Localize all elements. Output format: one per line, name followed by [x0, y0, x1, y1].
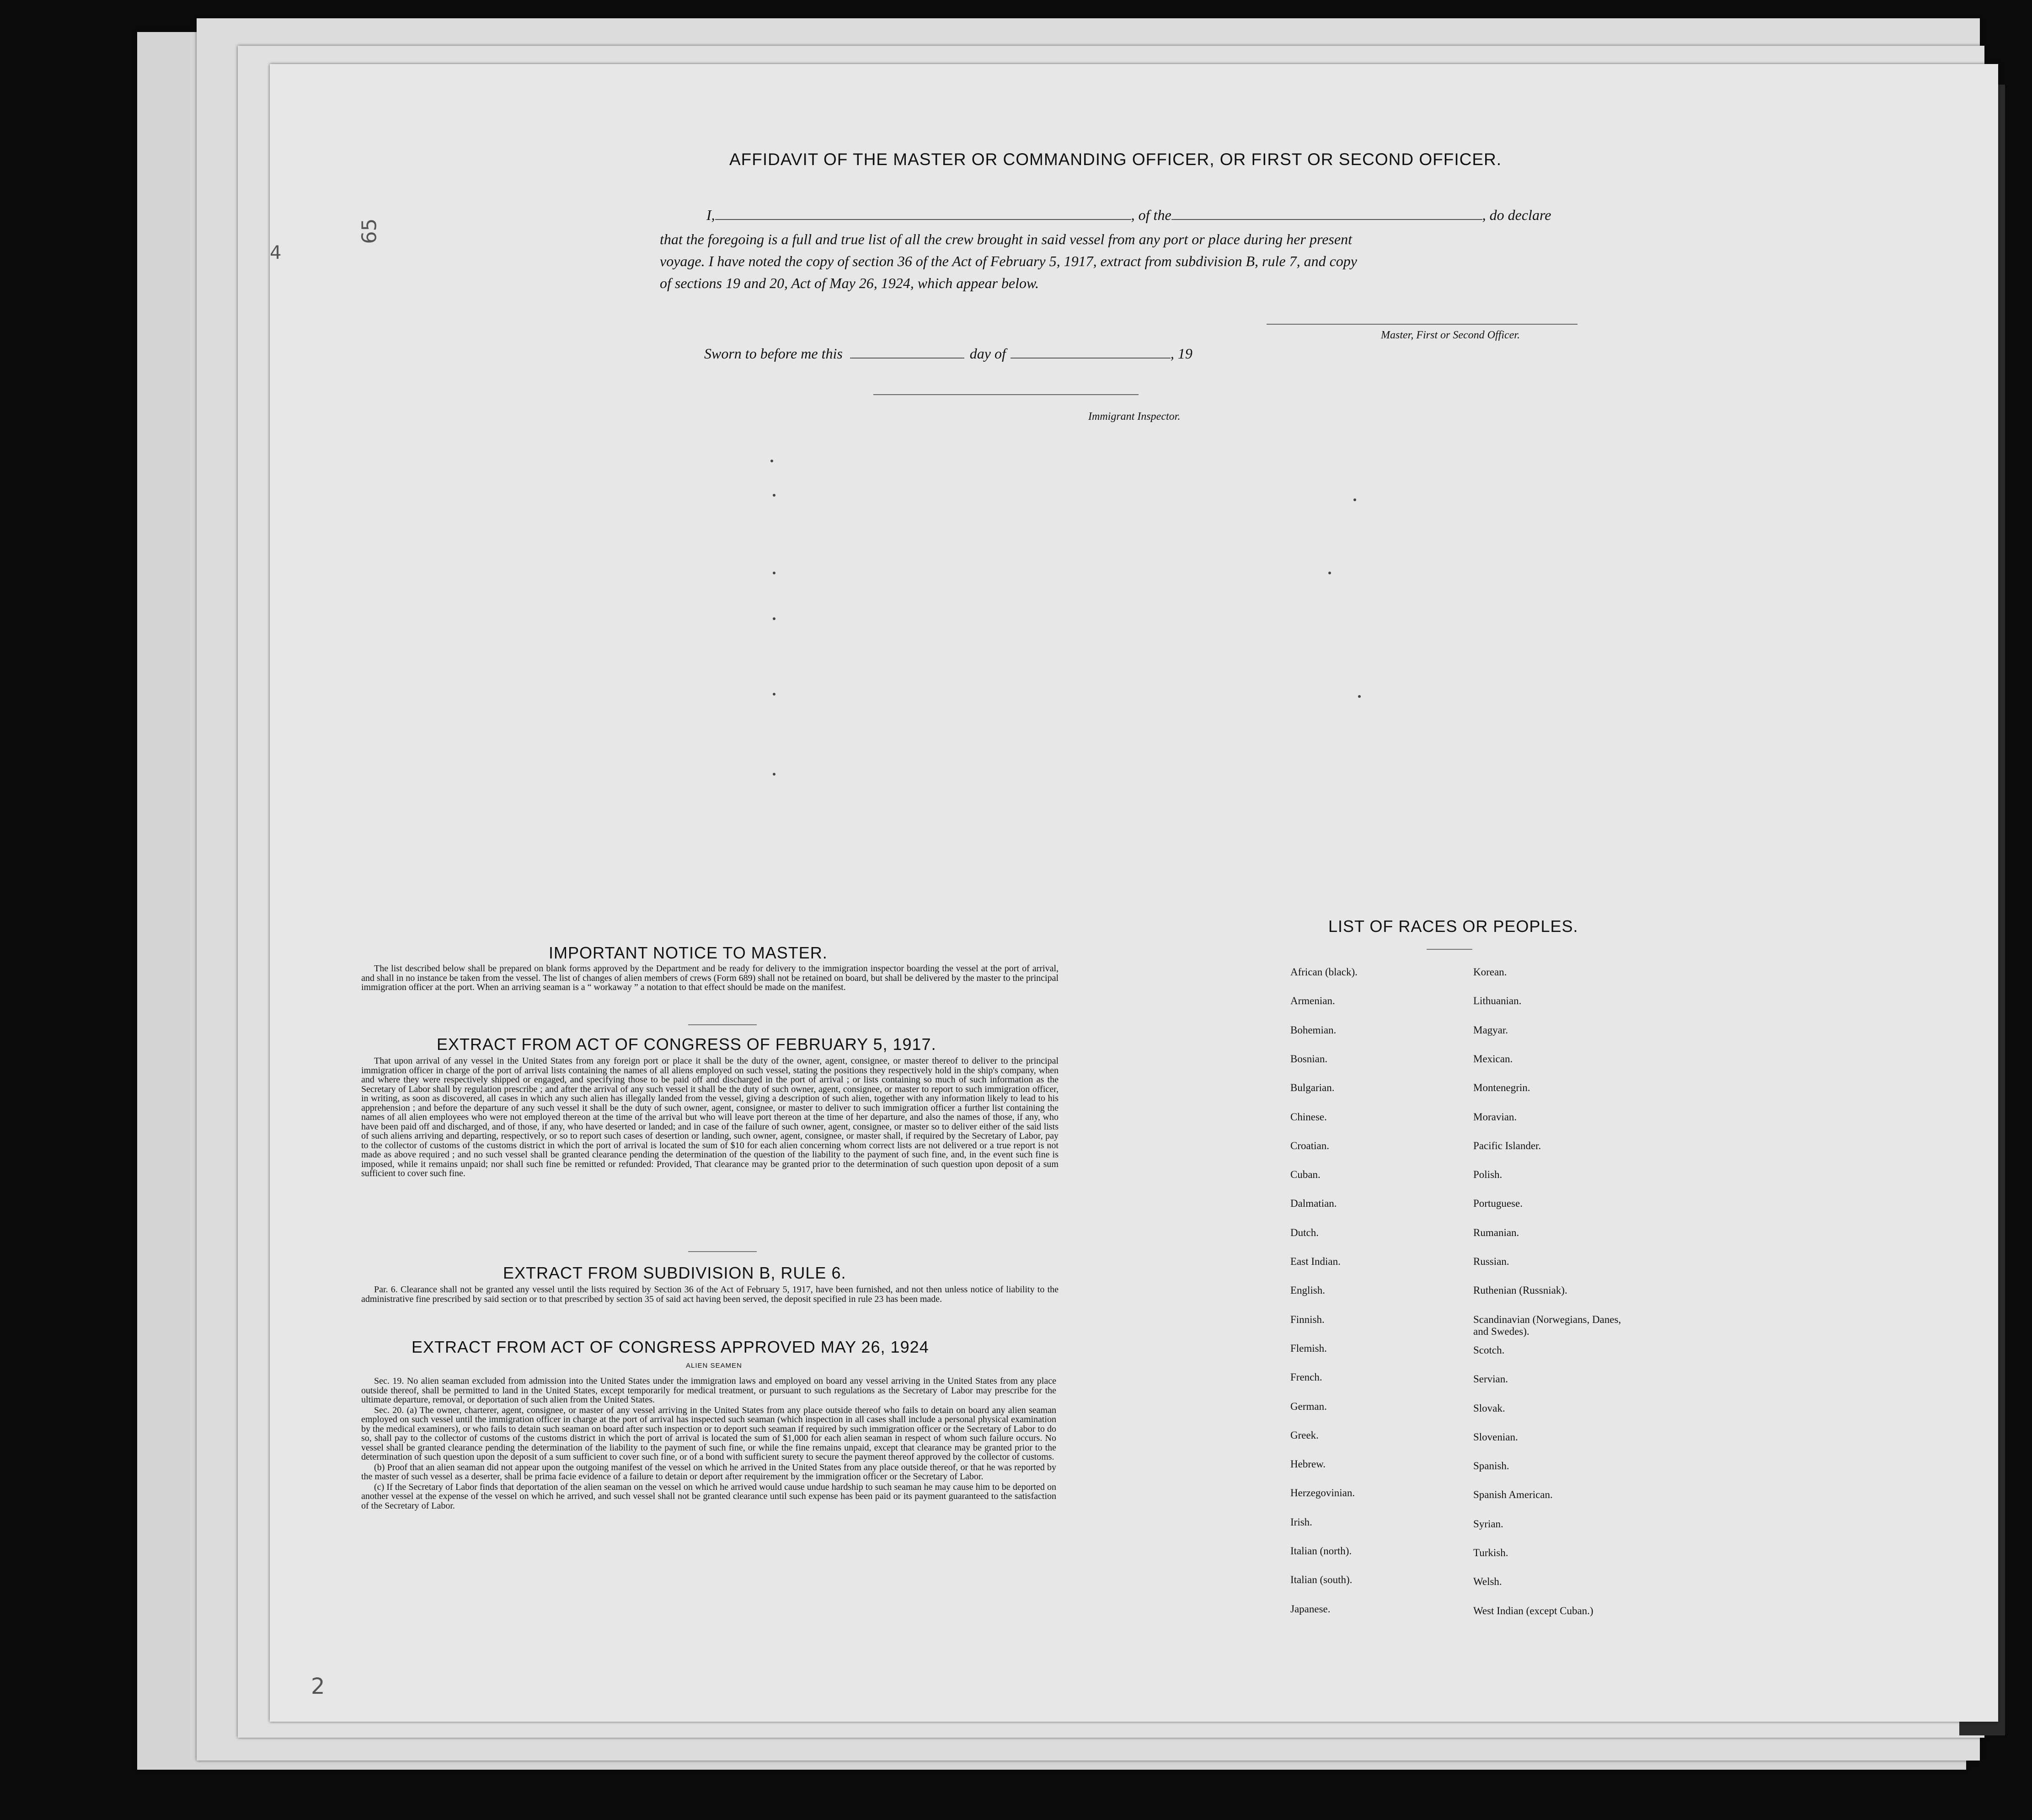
- race-item: Irish.: [1290, 1516, 1312, 1528]
- sworn-day-field[interactable]: [850, 346, 964, 359]
- ditto-mark: [773, 494, 775, 497]
- race-item: Italian (south).: [1290, 1574, 1353, 1586]
- page-number-mark: 65: [358, 218, 381, 244]
- race-item: Herzegovinian.: [1290, 1487, 1355, 1499]
- sworn-line: [704, 345, 1192, 362]
- signature-line[interactable]: [1267, 324, 1577, 325]
- race-item: French.: [1290, 1371, 1322, 1383]
- race-item: Montenegrin.: [1473, 1082, 1530, 1094]
- extract-1917-text-block: [361, 1056, 1059, 1179]
- race-item: Bulgarian.: [1290, 1082, 1335, 1094]
- sec-19-text: Sec. 19. No alien seaman excluded from admission into the United States under the immigration laws and employed on board any vessel arriving in the United States from any place outside thereof, shall be permitted to land in the United States, except temporarily for medical treatment, or pursuant to such regulations as the Secretary of Labor may prescribe for the ultimate departure, removal, or deportation of such alien from the United States.: [361, 1376, 1056, 1405]
- race-item: Chinese.: [1290, 1111, 1327, 1123]
- race-item: Greek.: [1290, 1429, 1319, 1441]
- race-item: Slovenian.: [1473, 1431, 1518, 1443]
- extract-1924-text-block: [361, 1376, 1056, 1511]
- race-item: German.: [1290, 1400, 1327, 1412]
- affidavit-i: I,: [706, 207, 715, 223]
- race-item: Dutch.: [1290, 1226, 1319, 1238]
- race-item: Croatian.: [1290, 1140, 1329, 1151]
- inspector-label: Immigrant Inspector.: [1088, 411, 1181, 423]
- race-item: Spanish American.: [1473, 1489, 1553, 1501]
- race-item: Lithuanian.: [1473, 995, 1522, 1007]
- race-item: Russian.: [1473, 1256, 1509, 1267]
- ditto-mark: [770, 460, 773, 462]
- affidavit-line-1: [706, 207, 1551, 224]
- race-item: Spanish.: [1473, 1460, 1509, 1472]
- race-item: Mexican.: [1473, 1053, 1513, 1065]
- extract-1924-title: EXTRACT FROM ACT OF CONGRESS APPROVED MAY 26, 1924: [412, 1338, 929, 1356]
- notice-text: The list described below shall be prepared on blank forms approved by the Department and be ready for delivery to the immigration inspector boarding the vessel at the port of arrival, and shall in no instance be taken from the vessel. The list of changes of alien members of crews (Form 689) shall not be retained on board, but shall be delivered by the master to the principal immigration officer at the port. When an arriving seaman is a “ workaway ” a notation to that effect should be made on the manifest.: [361, 964, 1059, 992]
- rule-6-text: Par. 6. Clearance shall not be granted any vessel until the lists required by Section 36 of the Act of February 5, 1917, have been furnished, and not then unless notice of liability to the administrative fine prescribed by said section or to that prescribed by section 35 of said act having been served, the deposit specified in rule 23 has been made.: [361, 1285, 1059, 1304]
- ditto-mark: [1328, 572, 1331, 574]
- race-item: Polish.: [1473, 1169, 1503, 1181]
- race-item: Turkish.: [1473, 1547, 1508, 1558]
- notice-title: IMPORTANT NOTICE TO MASTER.: [549, 943, 828, 962]
- race-item: Scandinavian (Norwegians, Danes, and Swedes).: [1473, 1313, 1621, 1337]
- sworn-year: , 19: [1170, 345, 1192, 362]
- races-title: LIST OF RACES OR PEOPLES.: [1328, 917, 1578, 936]
- race-item: East Indian.: [1290, 1256, 1341, 1267]
- affidavit-line-2: that the foregoing is a full and true list of all the crew brought in said vessel from any port or place during her present: [660, 231, 1352, 247]
- rule-6-title: EXTRACT FROM SUBDIVISION B, RULE 6.: [503, 1263, 846, 1282]
- race-item: Hebrew.: [1290, 1458, 1326, 1470]
- race-item: Cuban.: [1290, 1169, 1321, 1181]
- affidavit-declare: , do declare: [1482, 207, 1551, 223]
- sworn-day-of: day of: [969, 345, 1006, 362]
- ditto-mark: [773, 572, 775, 574]
- sworn-month-field[interactable]: [1011, 346, 1171, 359]
- race-item: Armenian.: [1290, 995, 1335, 1007]
- ditto-mark: [773, 693, 775, 696]
- vessel-name-field[interactable]: [1171, 207, 1482, 220]
- divider: [688, 1251, 757, 1252]
- divider: [688, 1024, 757, 1025]
- notice-text-block: [361, 964, 1059, 993]
- race-item: African (black).: [1290, 966, 1358, 978]
- race-item: Pacific Islander.: [1473, 1140, 1541, 1151]
- race-item: Finnish.: [1290, 1313, 1325, 1325]
- race-item: Italian (north).: [1290, 1545, 1352, 1557]
- affidavit-of-the: , of the: [1131, 207, 1171, 223]
- sec-20a-text: Sec. 20. (a) The owner, charterer, agent, consignee, or master of any vessel arriving in the United States from any place outside thereof who fails to detain on board any alien seaman employed on such vessel until the immigration officer in charge at the port of arrival has inspected such seaman (which inspection in all cases shall include a personal physical examination by the medical examiners), or who fails to detain such seaman on board after such inspection or to deport such seaman if required by such immigration officer or the Secretary of Labor to do so, shall pay to the collector of customs of the customs district in which the port of arrival is located the sum of $1,000 for each alien seaman in respect of whom such failure occurs. No vessel shall be granted clearance pending the determination of the liability to the payment of such fine, or while the fine remains unpaid, except that clearance may be granted prior to the determination of such question upon the deposit of a sum sufficient to cover such fine, or of a bond with sufficient surety to secure the payment thereof approved by the collector of customs.: [361, 1405, 1056, 1462]
- race-item: English.: [1290, 1285, 1326, 1296]
- sec-20b-text: (b) Proof that an alien seaman did not appear upon the outgoing manifest of the vessel on which he arrived in the United States from any place outside thereof, or that he was reported by the master of such vessel as a deserter, shall be prima facie evidence of a failure to detain or deport after requirement by the immigration officer or the Secretary of Labor.: [361, 1462, 1056, 1482]
- affidavit-line-3: voyage. I have noted the copy of section 36 of the Act of February 5, 1917, extract from subdivision B, rule 7, and copy: [660, 253, 1357, 269]
- race-item: Welsh.: [1473, 1576, 1502, 1588]
- race-item: Servian.: [1473, 1373, 1508, 1385]
- affidavit-title: AFFIDAVIT OF THE MASTER OR COMMANDING OFFICER, OR FIRST OR SECOND OFFICER.: [729, 150, 1502, 169]
- race-item: Bohemian.: [1290, 1024, 1337, 1036]
- ditto-mark: [773, 617, 775, 620]
- rule-6-text-block: [361, 1285, 1059, 1305]
- race-item: Magyar.: [1473, 1024, 1508, 1036]
- race-item: Flemish.: [1290, 1342, 1327, 1354]
- extract-1917-text: That upon arrival of any vessel in the United States from any foreign port or place it shall be the duty of the owner, agent, consignee, or master thereof to deliver to the principal immigration officer in charge of the port of arrival lists containing the names of all aliens employed on such vessel, stating the positions they respectively hold in the ship's company, when and where they were respectively shipped or engaged, and specifying those to be paid off and discharged in the port of arrival ; or lists containing so much of such information as the Secretary of Labor shall by regulation prescribe ; and after the arrival of any such vessel it shall be the duty of such owner, agent, consignee, or master to report to such immigration officer, in writing, as soon as discovered, all cases in which any such alien has illegally landed from the vessel, giving a description of such alien, together with any information likely to lead to his apprehension ; and before the departure of any such vessel it shall be the duty of such owner, agent, consignee, or master to deliver to such immigration officer a further list containing the names of all alien employees who were not employed thereon at the time of the arrival but who will leave port thereon at the time of her departure, and also the names of those, if any, who have been paid off and discharged, and of those, if any, who have deserted or landed; and in case of the failure of such owner, agent, consignee, or master so to deliver either of the said lists of such aliens arriving and departing, respectively, or so to report such cases of desertion or landing, such owner, agent, consignee, or master shall, if required by the Secretary of Labor, pay to the collector of customs of the customs district in which the port of arrival is located the sum of $10 for each alien concerning whom correct lists are not delivered or a true report is not made as above required ; and no such vessel shall be granted clearance pending the determination of the question of the liability to the payment of such fine, and, in the event such fine is imposed, while it remains unpaid; nor shall such fine be remitted or refunded: Provided, That clearance may be granted prior to the determination of such question upon deposit of a sum sufficient to cover such fine.: [361, 1056, 1059, 1178]
- race-item: Scotch.: [1473, 1344, 1505, 1356]
- race-item: Rumanian.: [1473, 1226, 1519, 1238]
- race-item: Dalmatian.: [1290, 1198, 1337, 1210]
- extract-1917-title: EXTRACT FROM ACT OF CONGRESS OF FEBRUARY 5, 1917.: [437, 1035, 936, 1054]
- affidavit-line-4: of sections 19 and 20, Act of May 26, 1924, which appear below.: [660, 275, 1039, 291]
- master-name-field[interactable]: [715, 207, 1131, 220]
- bottom-mark: 2: [311, 1674, 325, 1699]
- race-item: Portuguese.: [1473, 1198, 1523, 1210]
- ditto-mark: [773, 773, 775, 776]
- race-item: Moravian.: [1473, 1111, 1517, 1123]
- signer-label: Master, First or Second Officer.: [1381, 329, 1520, 341]
- race-item: Slovak.: [1473, 1402, 1505, 1414]
- sworn-start: Sworn to before me this: [704, 345, 843, 362]
- sec-20c-text: (c) If the Secretary of Labor finds that deportation of the alien seaman on the vessel on which he arrived would cause undue hardship to such seaman he may cause him to be deported on another vessel at the expense of the vessel on which he arrived, and such vessel shall not be granted clearance until such expense has been paid or its payment guaranteed to the satisfaction of the Secretary of Labor.: [361, 1482, 1056, 1511]
- race-item: West Indian (except Cuban.): [1473, 1605, 1594, 1617]
- race-item: Japanese.: [1290, 1603, 1331, 1615]
- ditto-mark: [1353, 498, 1356, 501]
- divider: [1427, 949, 1472, 950]
- inspector-signature-line[interactable]: [873, 394, 1139, 395]
- corner-mark: 4: [270, 242, 282, 263]
- race-item: Ruthenian (Russniak).: [1473, 1285, 1567, 1296]
- race-item: Syrian.: [1473, 1518, 1503, 1530]
- extract-1924-subtitle: ALIEN SEAMEN: [686, 1362, 742, 1370]
- race-item: Bosnian.: [1290, 1053, 1328, 1065]
- ditto-mark: [1358, 695, 1361, 698]
- race-item: Korean.: [1473, 966, 1507, 978]
